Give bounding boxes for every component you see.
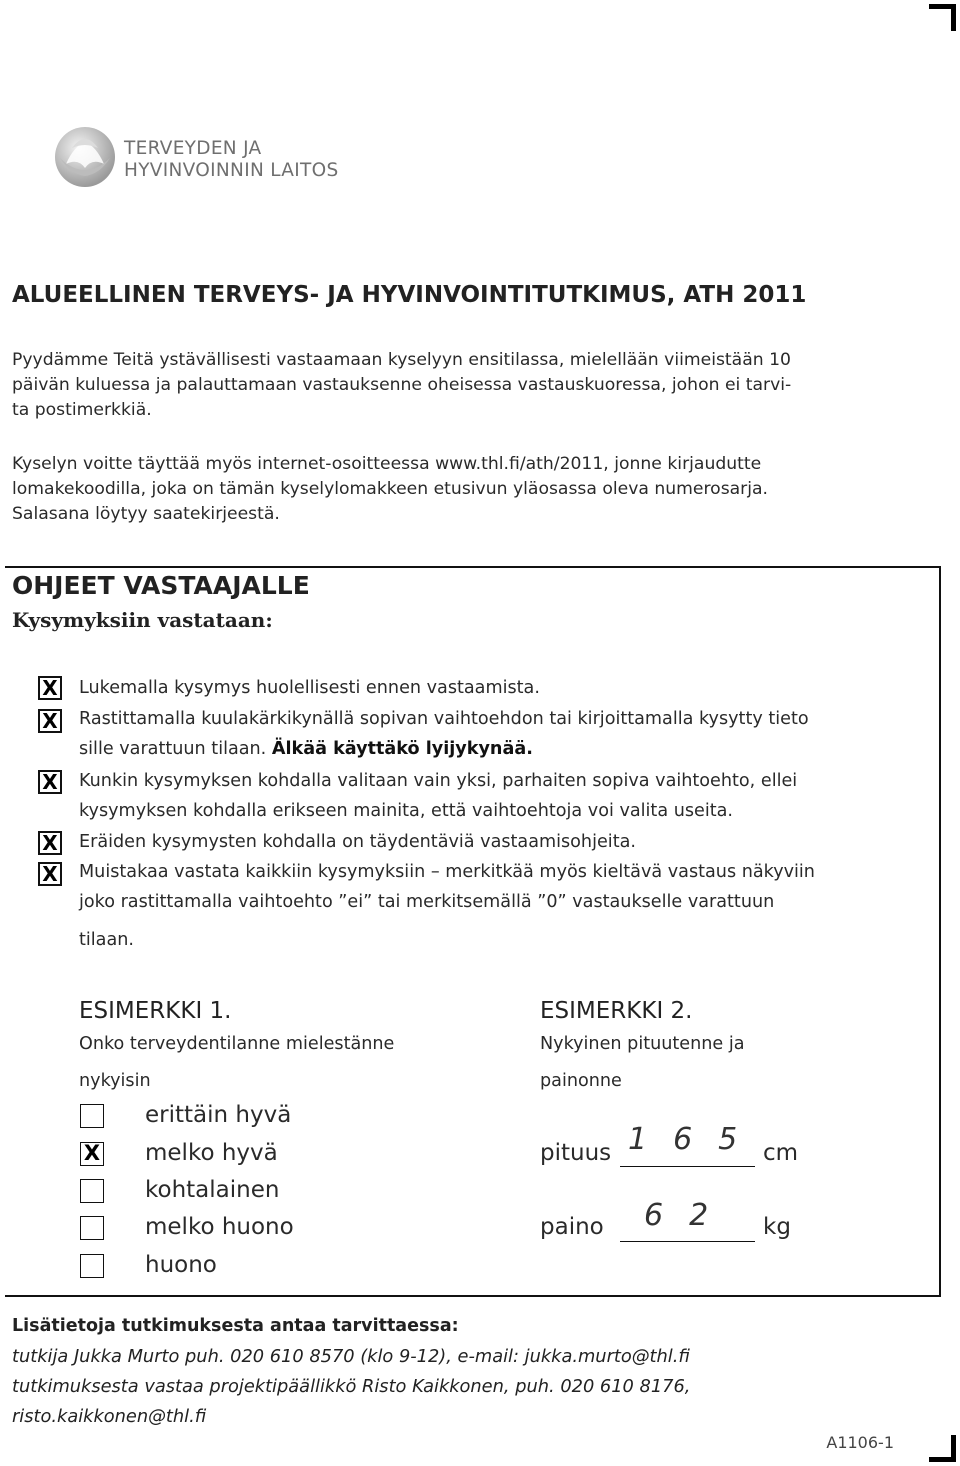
example-1-heading: ESIMERKKI 1. (79, 998, 232, 1024)
instruction-x-mark: X (38, 770, 62, 794)
logo-wordmark (124, 138, 339, 182)
option-checkbox[interactable] (80, 1216, 104, 1240)
thl-flower-icon (52, 124, 118, 190)
weight-label: paino (540, 1214, 604, 1240)
example-1-question: Onko terveydentilanne mielestänne (79, 1034, 395, 1054)
instruction-x-mark: X (38, 831, 62, 855)
option-label: erittäin hyvä (145, 1102, 292, 1128)
instruction-warning: Älkää käyttäkö lyijykynää. (271, 739, 533, 759)
option-label: kohtalainen (145, 1177, 280, 1203)
contact-heading: Lisätietoja tutkimuksesta antaa tarvittaessa: (12, 1316, 459, 1336)
instruction-item-3 (79, 766, 797, 826)
instruction-item-2 (79, 704, 809, 764)
intro-paragraph-2 (12, 452, 952, 527)
height-handwritten-value: 165 (628, 1122, 764, 1157)
option-label: huono (145, 1252, 217, 1278)
instruction-item-1 (79, 673, 540, 703)
intro-line: päivän kuluessa ja palauttamaan vastauksenne oheisessa vastauskuoressa, johon ei tarvi- (12, 375, 792, 395)
instruction-text: Lukemalla kysymys huolellisesti ennen vastaamista. (79, 678, 540, 698)
instruction-item-5 (79, 857, 815, 955)
option-checkbox-checked[interactable]: X (80, 1142, 104, 1166)
thl-logo (52, 124, 382, 194)
example-2-question: Nykyinen pituutenne ja (540, 1034, 745, 1054)
option-label: melko hyvä (145, 1140, 278, 1166)
contact-line-3: risto.kaikkonen@thl.fi (12, 1406, 207, 1427)
weight-input-line[interactable] (620, 1241, 755, 1242)
logo-line-2: HYVINVOINNIN LAITOS (124, 160, 339, 181)
instructions-heading: OHJEET VASTAAJALLE (12, 571, 310, 600)
height-unit: cm (763, 1140, 799, 1166)
example-2-question-cont: painonne (540, 1071, 622, 1091)
instruction-text: joko rastittamalla vaihtoehto ”ei” tai merkitsemällä ”0” vastaukselle varattuun (79, 892, 775, 912)
crop-mark-top-right (929, 4, 956, 31)
example-2-heading: ESIMERKKI 2. (540, 998, 693, 1024)
crop-mark-bottom-right (929, 1435, 956, 1462)
intro-line: ta postimerkkiä. (12, 400, 152, 420)
option-checkbox[interactable] (80, 1104, 104, 1128)
form-code: A1106-1 (826, 1433, 894, 1452)
instruction-item-4 (79, 827, 636, 857)
contact-line-1: tutkija Jukka Murto puh. 020 610 8570 (klo 9-12), e-mail: jukka.murto@thl.fi (12, 1346, 690, 1367)
instruction-text: Kunkin kysymyksen kohdalla valitaan vain yksi, parhaiten sopiva vaihtoehto, ellei (79, 771, 798, 791)
height-label: pituus (540, 1140, 612, 1166)
instruction-text: Eräiden kysymysten kohdalla on täydentäviä vastaamisohjeita. (79, 832, 636, 852)
height-input-line[interactable] (620, 1166, 755, 1167)
instruction-x-mark: X (38, 676, 62, 700)
option-label: melko huono (145, 1214, 294, 1240)
instruction-text: sille varattuun tilaan. (79, 739, 267, 759)
instruction-x-mark: X (38, 862, 62, 886)
instruction-text: tilaan. (79, 930, 134, 950)
weight-unit: kg (763, 1214, 791, 1240)
intro-line: Kyselyn voitte täyttää myös internet-osoitteessa www.thl.fi/ath/2011, jonne kirjaudutte (12, 454, 762, 474)
weight-handwritten-value: 62 (644, 1198, 735, 1233)
intro-line: lomakekoodilla, joka on tämän kyselylomakkeen etusivun yläosassa oleva numerosarja. (12, 479, 769, 499)
option-checkbox[interactable] (80, 1179, 104, 1203)
intro-line: Salasana löytyy saatekirjeestä. (12, 504, 280, 524)
contact-line-2: tutkimuksesta vastaa projektipäällikkö Risto Kaikkonen, puh. 020 610 8176, (12, 1376, 691, 1397)
intro-paragraph-1 (12, 348, 952, 423)
instruction-text: Muistakaa vastata kaikkiin kysymyksiin – merkitkää myös kieltävä vastaus näkyviin (79, 862, 815, 882)
option-checkbox[interactable] (80, 1254, 104, 1278)
instruction-text: kysymyksen kohdalla erikseen mainita, että vaihtoehtoja voi valita useita. (79, 801, 733, 821)
intro-line: Pyydämme Teitä ystävällisesti vastaamaan kyselyyn ensitilassa, mielellään viimeistään 10 (12, 350, 791, 370)
instruction-x-mark: X (38, 709, 62, 733)
instruction-text-line (79, 734, 809, 764)
instruction-text: Rastittamalla kuulakärkikynällä sopivan vaihtoehdon tai kirjoittamalla kysytty tieto (79, 709, 809, 729)
logo-line-1: TERVEYDEN JA (124, 138, 262, 159)
instructions-subheading: Kysymyksiin vastataan: (12, 608, 273, 632)
example-1-question-cont: nykyisin (79, 1071, 151, 1091)
survey-title: ALUEELLINEN TERVEYS- JA HYVINVOINTITUTKIMUS, ATH 2011 (12, 282, 807, 308)
